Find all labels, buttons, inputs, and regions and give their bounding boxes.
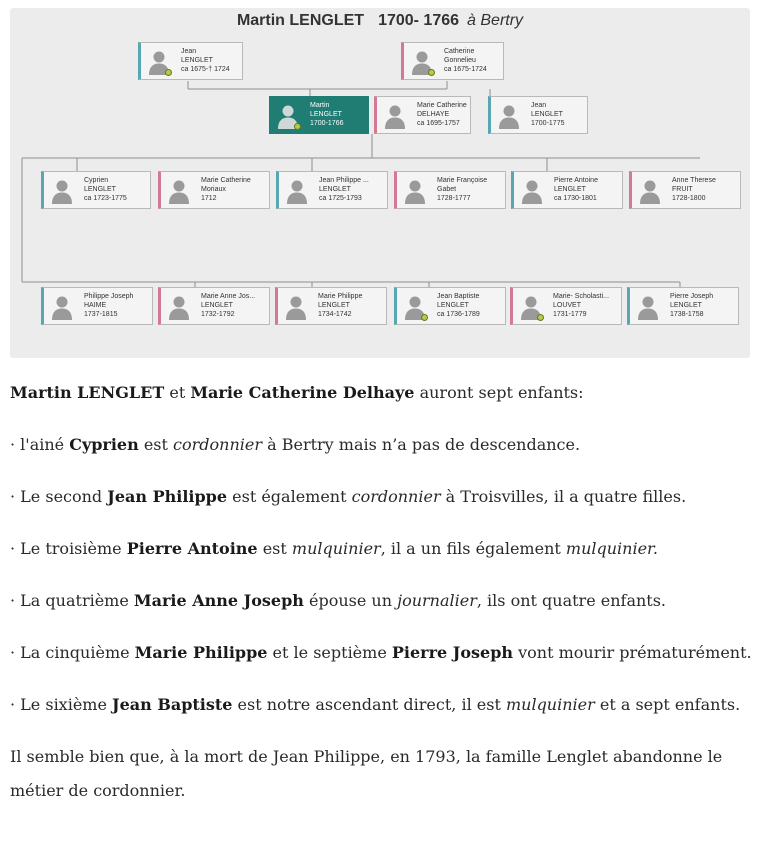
person-last-name: LENGLET xyxy=(310,111,342,118)
person-first-name: Cyprien xyxy=(84,177,109,184)
bold-text: Martin LENGLET xyxy=(10,383,165,402)
person-dates: ca 1725-1793 xyxy=(319,195,362,202)
text-run: · La quatrième xyxy=(10,591,134,610)
text-run: épouse un xyxy=(303,591,398,610)
person-dates: 1700-1766 xyxy=(310,120,344,127)
person-last-name: LENGLET xyxy=(84,186,116,193)
person-first-name: Marie- Scholasti... xyxy=(553,293,610,300)
person-last-name: LOUVET xyxy=(553,302,582,309)
person-card[interactable] xyxy=(158,171,270,209)
article-text xyxy=(10,376,760,826)
person-dates: 1738-1758 xyxy=(670,311,704,318)
person-silhouette-icon xyxy=(519,178,545,204)
person-dates: ca 1730-1801 xyxy=(554,195,597,202)
text-run: vont mourir prématurément. xyxy=(513,643,752,662)
bold-text: Marie Anne Joseph xyxy=(133,591,304,610)
paragraph xyxy=(10,740,760,808)
person-card[interactable] xyxy=(511,171,623,209)
person-first-name: Jean xyxy=(181,48,197,55)
italic-text: mulquinier. xyxy=(565,539,659,558)
person-card[interactable] xyxy=(276,171,388,209)
person-card[interactable] xyxy=(41,287,153,325)
person-card[interactable] xyxy=(488,96,588,134)
text-run: Il semble bien que, à la mort de Jean Philippe, en 1793, la famille Lenglet abandonne le métier de cordonnier. xyxy=(10,747,723,800)
person-dates: ca 1675-1724 xyxy=(444,66,487,73)
person-card[interactable] xyxy=(269,96,369,134)
text-run: · Le second xyxy=(10,487,108,506)
person-dates: 1700-1775 xyxy=(531,120,565,127)
person-dates: ca 1736-1789 xyxy=(437,311,480,318)
person-silhouette-icon xyxy=(49,178,75,204)
person-first-name: Jean Baptiste xyxy=(437,293,480,300)
person-silhouette-icon xyxy=(496,103,522,129)
italic-text: cordonnier xyxy=(173,435,262,454)
person-card[interactable] xyxy=(275,287,387,325)
person-last-name: Moriaux xyxy=(201,186,226,193)
person-last-name: LENGLET xyxy=(437,302,469,309)
family-tree-image xyxy=(10,8,750,358)
person-first-name: Anne Therese xyxy=(672,177,716,184)
tree-title-place: à Bertry xyxy=(467,12,524,29)
person-last-name: LENGLET xyxy=(318,302,350,309)
person-first-name: Marie Françoise xyxy=(437,177,488,184)
has-media-dot-icon xyxy=(421,314,428,321)
person-card[interactable] xyxy=(158,287,270,325)
has-media-dot-icon xyxy=(165,69,172,76)
person-last-name: HAIME xyxy=(84,302,107,309)
person-dates: 1734-1742 xyxy=(318,311,352,318)
person-silhouette-icon xyxy=(284,178,310,204)
person-silhouette-icon xyxy=(283,294,309,320)
text-run: est notre ascendant direct, il est xyxy=(232,695,506,714)
person-first-name: Martin xyxy=(310,102,330,109)
text-run: · Le sixième xyxy=(10,695,113,714)
text-run: et le septième xyxy=(267,643,392,662)
text-run: auront sept enfants: xyxy=(414,383,584,402)
person-first-name: Marie Anne Jos... xyxy=(201,293,256,300)
person-card[interactable] xyxy=(401,42,504,80)
bold-text: Jean Baptiste xyxy=(112,695,233,714)
text-run: , ils ont quatre enfants. xyxy=(476,591,667,610)
person-card[interactable] xyxy=(394,171,506,209)
tree-title-dates: 1700- 1766 xyxy=(378,12,460,29)
person-dates: 1731-1779 xyxy=(553,311,587,318)
text-run: à Bertry mais n’a pas de descendance. xyxy=(262,435,581,454)
bold-text: Marie Catherine Delhaye xyxy=(190,383,415,402)
person-card[interactable] xyxy=(627,287,739,325)
person-card[interactable] xyxy=(41,171,151,209)
bold-text: Cyprien xyxy=(69,435,139,454)
paragraph xyxy=(10,428,760,462)
italic-text: cordonnier xyxy=(351,487,441,506)
text-run: · La cinquième xyxy=(10,643,135,662)
italic-text: mulquinier xyxy=(505,695,595,714)
person-first-name: Pierre Joseph xyxy=(670,293,714,300)
paragraph xyxy=(10,584,760,618)
tree-title-name: Martin LENGLET xyxy=(236,12,365,29)
person-dates: ca 1695-1757 xyxy=(417,120,460,127)
person-silhouette-icon xyxy=(637,178,663,204)
paragraph xyxy=(10,636,760,670)
bold-text: Pierre Antoine xyxy=(126,539,258,558)
person-silhouette-icon xyxy=(49,294,75,320)
person-first-name: Catherine xyxy=(444,48,475,55)
paragraph xyxy=(10,688,760,722)
person-dates: ca 1723-1775 xyxy=(84,195,127,202)
text-run: · Le troisième xyxy=(10,539,127,558)
text-run: · l'ainé xyxy=(10,435,70,454)
person-last-name: LENGLET xyxy=(554,186,586,193)
text-run: et xyxy=(164,383,191,402)
person-dates: 1732-1792 xyxy=(201,311,235,318)
person-card[interactable] xyxy=(374,96,471,134)
person-card[interactable] xyxy=(138,42,243,80)
person-dates: 1728-1800 xyxy=(672,195,706,202)
person-dates: 1737-1815 xyxy=(84,311,118,318)
person-last-name: LENGLET xyxy=(670,302,702,309)
person-first-name: Philippe Joseph xyxy=(84,293,134,300)
person-silhouette-icon xyxy=(382,103,408,129)
bold-text: Marie Philippe xyxy=(134,643,268,662)
person-first-name: Marie Catherine xyxy=(201,177,251,184)
bold-text: Pierre Joseph xyxy=(391,643,514,662)
person-dates: 1728-1777 xyxy=(437,195,471,202)
text-run: , il a un fils également xyxy=(380,539,566,558)
paragraph xyxy=(10,376,760,410)
person-card[interactable] xyxy=(510,287,622,325)
person-first-name: Jean xyxy=(531,102,547,109)
text-run: est également xyxy=(227,487,352,506)
person-last-name: LENGLET xyxy=(181,57,213,64)
person-silhouette-icon xyxy=(166,178,192,204)
has-media-dot-icon xyxy=(428,69,435,76)
paragraph xyxy=(10,532,760,566)
person-silhouette-icon xyxy=(166,294,192,320)
italic-text: mulquinier xyxy=(291,539,381,558)
person-first-name: Marie Philippe xyxy=(318,293,363,300)
has-media-dot-icon xyxy=(537,314,544,321)
person-last-name: FRUIT xyxy=(672,186,693,193)
person-last-name: LENGLET xyxy=(531,111,563,118)
person-first-name: Pierre Antoine xyxy=(554,177,598,184)
person-last-name: Gabet xyxy=(437,186,457,193)
person-dates: ca 1675-† 1724 xyxy=(181,66,230,73)
person-silhouette-icon xyxy=(402,178,428,204)
person-last-name: LENGLET xyxy=(319,186,351,193)
text-run: à Troisvilles, il a quatre filles. xyxy=(440,487,687,506)
person-last-name: DELHAYE xyxy=(417,111,450,118)
text-run: est xyxy=(257,539,292,558)
person-card[interactable] xyxy=(629,171,741,209)
person-last-name: LENGLET xyxy=(201,302,233,309)
bold-text: Jean Philippe xyxy=(107,487,228,506)
person-silhouette-icon xyxy=(635,294,661,320)
text-run: est xyxy=(138,435,174,454)
person-last-name: Gonnelieu xyxy=(444,57,476,64)
has-media-dot-icon xyxy=(294,123,301,130)
paragraph xyxy=(10,480,760,514)
text-run: et a sept enfants. xyxy=(594,695,741,714)
person-dates: 1712 xyxy=(201,195,217,202)
person-first-name: Jean Philippe ... xyxy=(319,177,369,184)
person-first-name: Marie Catherine xyxy=(417,102,467,109)
italic-text: journalier xyxy=(397,591,477,610)
person-card[interactable] xyxy=(394,287,506,325)
